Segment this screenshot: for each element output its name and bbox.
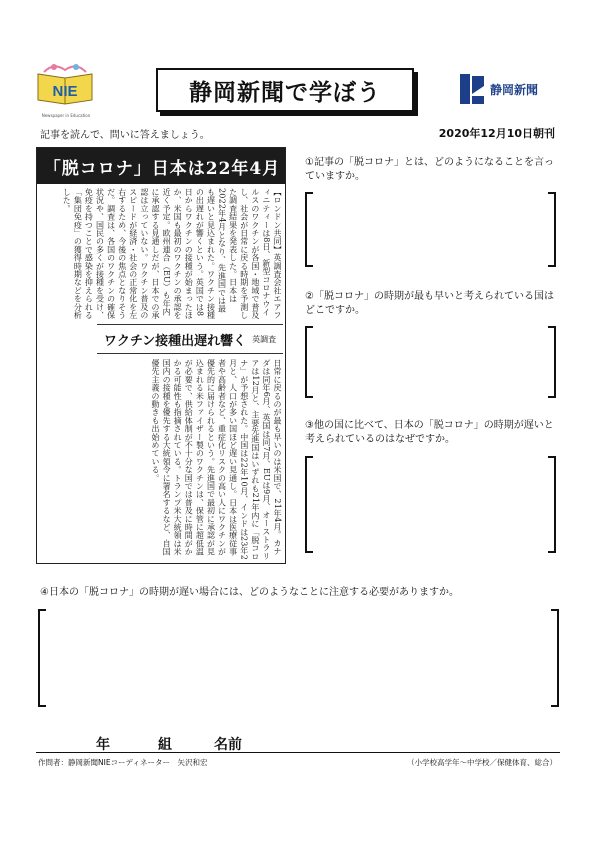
article-subheadline-bar: [97, 324, 283, 354]
year-label: 年: [96, 737, 110, 753]
article-headline-bar: [37, 148, 286, 184]
article-clipping: [36, 147, 286, 564]
author-credit: 作問者：静岡新聞NIEコーディネーター 矢沢和宏: [38, 758, 208, 767]
class-label: 組: [158, 737, 172, 753]
paper-name: 静岡新聞: [490, 82, 539, 97]
nie-tagline: Newspaper in Education: [41, 113, 91, 118]
question-4: ④日本の「脱コロナ」の時期が遅い場合には、どのようなことに注意する必要がありますか。: [40, 587, 459, 598]
question-2: ②「脱コロナ」の時期が最も早いと考えられている国はどこですか。: [305, 291, 554, 316]
answer-box-2[interactable]: [305, 326, 556, 398]
article-subheadline: ワクチン接種出遅れ響く: [103, 333, 247, 349]
article-body-top: 【ロンドン共同】英調査会社エアフィニティーは8日、新型コロナウイルスのワクチンが各国・地域で普及し、社会が日常に戻る時期を予測した調査結果を発表した。日本は2022年4月となり、先進国では最も遅いと見込まれた。ワクチン接種の出遅れが響くという。英国では8日からワクチンの接種が始まったほか、米国も最初のワクチンの承認を近く予定。欧州連合（EU）も年内に承認する見通しだが、日本での承認は立っていない。ワクチン普及のスピードが経済・社会の正常化を左右するため、今後の焦点となりそうだ。調査は、各国のワクチンの確保状況や、国民の多くが接種を受け、免疫を持つことで感染を抑えられる「集団免疫」の獲得時期などを分析した。: [62, 188, 282, 320]
grade-note: （小学校高学年～中学校／保健体育、総合）: [407, 758, 557, 767]
issue-date: 2020年12月10日朝刊: [438, 127, 555, 140]
footer-divider: [36, 752, 560, 753]
paper-logo: [458, 72, 538, 106]
question-3: ③他の国に比べて、日本の「脱コロナ」の時期が遅いと考えられているのはなぜですか。: [305, 420, 554, 445]
nie-logo: [34, 60, 96, 112]
answer-box-1[interactable]: [305, 192, 556, 267]
name-label: 名前: [214, 737, 242, 753]
instruction-text: 記事を読んで、問いに答えましょう。: [40, 130, 210, 141]
page-title: 静岡新聞で学ぼう: [189, 79, 381, 106]
nie-book-icon: [34, 60, 96, 112]
page-title-box: [156, 68, 414, 112]
article-author: 英調査: [252, 334, 277, 344]
question-1: ①記事の「脱コロナ」とは、どのようになることを言っていますか。: [305, 157, 554, 182]
article-body-bottom: 日常に戻るのが最も早いのは米国で、21年4月。カナダは同年6月、英国は同7月、EUは9月、オーストラリアは12月と、主要先進国はいずれも21年内に「脱コロナ」が予想された。中国は22年10月、インドは23年2月と、人口が多い国ほど遅い見通し。日本は医療従事者や高齢者など、重症化リスクの高い人にワクチンが優先的に届けられるという。先進国で最初に承認が見込まれる米ファイザー製のワクチンは、保管に超低温が必要で、供給体制が不十分な国では普及に時間がかかる可能性も指摘されている。トランプ米大統領は米国内の接種を優先する大統領令に署名するなど、自国優先主義の動きも出始めている。: [150, 359, 282, 561]
nie-logo-letters: NIE: [52, 83, 78, 100]
shizuoka-shimbun-mark-icon: [458, 72, 486, 106]
answer-box-3[interactable]: [305, 456, 556, 553]
answer-box-4[interactable]: [38, 609, 559, 707]
article-headline: 「脱コロナ」日本は22年4月: [43, 158, 281, 179]
